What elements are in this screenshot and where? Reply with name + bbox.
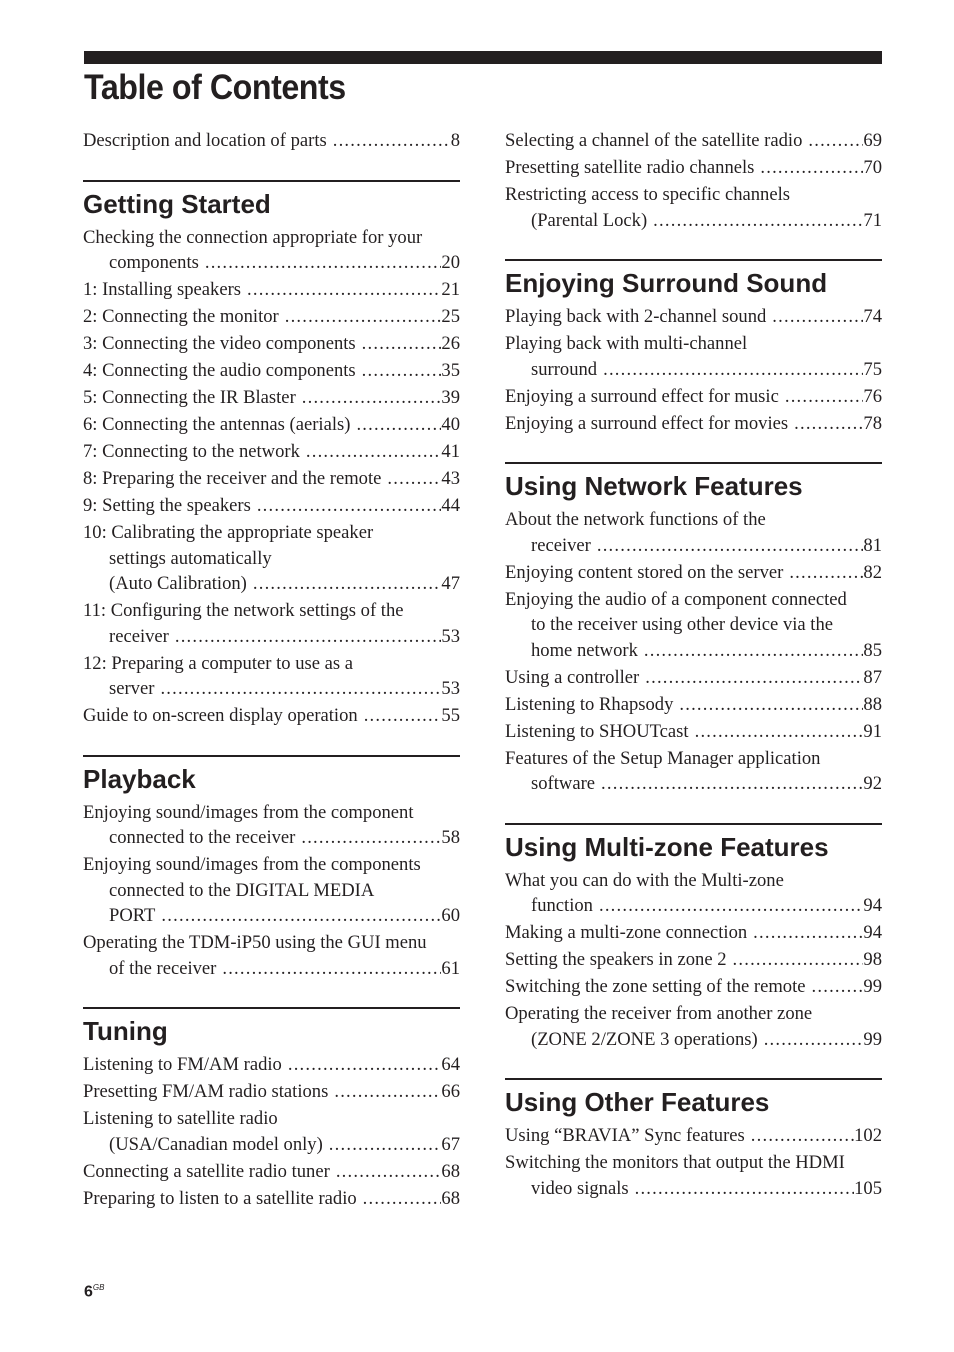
toc-entry-text: Guide to on-screen display operation <box>83 705 358 726</box>
toc-entry-line <box>505 771 882 797</box>
toc-entry-line <box>83 277 460 303</box>
toc-entry-text: 12: Preparing a computer to use as a <box>83 652 354 674</box>
toc-entry[interactable] <box>83 466 460 492</box>
toc-entry-line <box>505 128 882 154</box>
toc-page-number: 75 <box>863 358 882 380</box>
toc-entry[interactable] <box>505 974 882 1000</box>
dot-leader <box>296 385 442 411</box>
toc-page-number: 88 <box>863 693 882 715</box>
toc-entry[interactable] <box>505 947 882 973</box>
dot-leader <box>788 411 863 437</box>
dot-leader <box>802 128 863 154</box>
toc-entry[interactable] <box>83 703 460 729</box>
toc-entry[interactable] <box>505 719 882 745</box>
toc-entry-text: Using a controller <box>505 666 640 688</box>
toc-entry-line <box>505 1001 882 1027</box>
toc-entry-line <box>83 624 460 650</box>
toc-page-number: 105 <box>854 1177 882 1199</box>
dot-leader <box>327 128 451 154</box>
dot-leader <box>356 331 442 357</box>
toc-page-number: 58 <box>441 827 460 848</box>
dot-leader <box>689 719 864 745</box>
toc-entry-line <box>505 208 882 234</box>
toc-entry-text: receiver <box>109 625 169 647</box>
toc-entry-line <box>505 665 882 691</box>
toc-entry-text: Enjoying sound/images from the components <box>83 854 421 875</box>
title-rule <box>84 51 882 64</box>
section-rule <box>505 462 882 464</box>
toc-entry[interactable] <box>505 920 882 946</box>
toc-entry[interactable] <box>505 331 882 382</box>
toc-entry-text: 11: Configuring the network settings of the <box>83 600 404 621</box>
toc-entry-line <box>83 1186 460 1212</box>
toc-page-number: 39 <box>441 387 460 408</box>
toc-entry-text: 10: Calibrating the appropriate speaker <box>83 522 374 543</box>
toc-entry-text: Enjoying the audio of a component connected <box>505 588 847 610</box>
toc-entry-line <box>505 920 882 946</box>
toc-page-number: 99 <box>863 1028 882 1050</box>
page-suffix: GB <box>92 1283 105 1292</box>
toc-entry[interactable] <box>505 411 882 437</box>
toc-entry[interactable] <box>83 1159 460 1185</box>
toc-entry-line <box>505 411 882 437</box>
toc-entry-text: 3: Connecting the video components <box>83 333 356 354</box>
toc-column-right <box>505 128 882 1203</box>
toc-entry-line <box>83 358 460 384</box>
toc-entry-text: Listening to SHOUTcast <box>505 720 689 742</box>
toc-entry-line <box>83 1079 460 1105</box>
toc-entry-text: Enjoying a surround effect for movies <box>505 412 789 434</box>
toc-page-number: 87 <box>863 666 882 688</box>
toc-entry-text: to the receiver using other device via the <box>531 614 834 635</box>
toc-entry-line <box>83 598 460 624</box>
toc-entry-line <box>83 903 460 929</box>
toc-entry-text: settings automatically <box>109 547 272 569</box>
toc-entry-text: Selecting a channel of the satellite radio <box>505 130 803 151</box>
toc-page-number: 53 <box>441 625 460 647</box>
toc-entry-line <box>505 947 882 973</box>
dot-leader <box>639 665 863 691</box>
toc-entry-text: Listening to FM/AM radio <box>83 1054 282 1075</box>
toc-page-number: 61 <box>441 957 460 979</box>
toc-entry-text: PORT <box>109 905 156 926</box>
toc-entry-text: Description and location of parts <box>83 130 327 151</box>
toc-entry-text: server <box>109 678 155 699</box>
toc-section <box>83 755 460 982</box>
toc-page-number: 64 <box>441 1054 460 1075</box>
toc-entry-line <box>505 638 882 664</box>
toc-page-number: 53 <box>441 678 460 699</box>
dot-leader <box>358 703 442 729</box>
toc-section <box>505 259 882 436</box>
toc-entry[interactable] <box>83 277 460 303</box>
toc-entry-text: connected to the DIGITAL MEDIA <box>109 879 375 901</box>
toc-entry-line <box>83 930 460 956</box>
toc-entry-line <box>505 331 882 357</box>
toc-entry-text: 9: Setting the speakers <box>83 495 251 516</box>
toc-entry[interactable] <box>83 598 460 649</box>
dot-leader <box>356 358 442 384</box>
toc-entry-text: Checking the connection appropriate for your <box>83 226 423 248</box>
toc-continued-list <box>505 128 882 233</box>
toc-entry[interactable] <box>505 692 882 718</box>
toc-entry[interactable] <box>83 1186 460 1212</box>
dot-leader <box>593 893 863 919</box>
dot-leader <box>779 384 864 410</box>
page-footer <box>84 1283 104 1301</box>
toc-column-left <box>83 128 460 1213</box>
toc-page-number: 71 <box>863 209 882 231</box>
toc-page-number: 94 <box>863 895 882 916</box>
toc-section <box>505 823 882 1053</box>
dot-leader <box>783 560 863 586</box>
toc-entry[interactable] <box>505 1123 882 1149</box>
toc-entry-line <box>83 956 460 982</box>
toc-entry[interactable] <box>83 800 460 851</box>
toc-entry-text: What you can do with the Multi-zone <box>505 869 784 891</box>
toc-entry-text: 8: Preparing the receiver and the remote <box>83 468 382 489</box>
dot-leader <box>169 624 442 650</box>
toc-page-number: 92 <box>863 773 882 794</box>
toc-entry-line <box>83 546 460 572</box>
dot-leader <box>727 947 864 973</box>
toc-page-number: 76 <box>863 385 882 407</box>
toc-entry[interactable] <box>83 930 460 981</box>
toc-page-number: 47 <box>441 573 460 594</box>
dot-leader <box>758 1027 864 1053</box>
dot-leader <box>597 357 863 383</box>
dot-leader <box>154 676 441 702</box>
toc-page-number: 40 <box>441 414 460 435</box>
toc-entry-line <box>505 182 882 208</box>
toc-entry[interactable] <box>505 304 882 330</box>
toc-entry-text: Enjoying content stored on the server <box>505 561 784 583</box>
dot-leader <box>629 1176 855 1202</box>
toc-entry-text: Features of the Setup Manager application <box>505 747 821 769</box>
toc-entry-line <box>505 893 882 919</box>
toc-entry-line <box>83 466 460 492</box>
toc-page-number: 41 <box>441 441 460 462</box>
toc-entry[interactable] <box>505 384 882 410</box>
toc-entry-text: Enjoying sound/images from the component <box>83 801 414 823</box>
toc-entry-line <box>83 385 460 411</box>
dot-leader <box>279 304 442 330</box>
toc-page-number: 43 <box>441 468 460 489</box>
toc-entry-text: 6: Connecting the antennas (aerials) <box>83 414 351 435</box>
toc-entry-line <box>505 692 882 718</box>
toc-entry-line <box>83 1132 460 1158</box>
toc-entry-text: Making a multi-zone connection <box>505 922 748 943</box>
toc-entry[interactable] <box>83 520 460 597</box>
page-title: Table of Contents <box>84 68 346 107</box>
section-title: Enjoying Surround Sound <box>505 268 828 298</box>
toc-entry-text: software <box>531 773 596 794</box>
section-rule <box>83 1007 460 1009</box>
toc-entry-line <box>505 533 882 559</box>
toc-page-number: 69 <box>863 130 882 151</box>
toc-entry[interactable] <box>83 439 460 465</box>
toc-section <box>83 1007 460 1211</box>
toc-entry-text: video signals <box>531 1177 629 1199</box>
toc-entry-text: (Parental Lock) <box>531 209 648 231</box>
dot-leader <box>595 771 863 797</box>
toc-entry-line <box>83 852 460 878</box>
dot-leader <box>747 920 863 946</box>
toc-entry-line <box>83 571 460 597</box>
toc-entry-text: Switching the zone setting of the remote <box>505 976 806 997</box>
dot-leader <box>247 571 442 597</box>
section-rule <box>505 823 882 825</box>
toc-entry[interactable] <box>505 128 882 154</box>
toc-entry-line <box>83 676 460 702</box>
toc-entry[interactable] <box>505 665 882 691</box>
toc-entry[interactable] <box>505 560 882 586</box>
toc-entry-text: surround <box>531 358 598 380</box>
toc-page-number: 91 <box>863 720 882 742</box>
section-title: Tuning <box>83 1016 168 1046</box>
toc-entry-text: connected to the receiver <box>109 827 296 848</box>
toc-entry-line <box>505 1176 882 1202</box>
toc-entry[interactable] <box>83 1106 460 1157</box>
toc-entry-line <box>505 384 882 410</box>
section-rule <box>505 1078 882 1080</box>
toc-page-number: 68 <box>441 1187 460 1209</box>
toc-page-number: 55 <box>441 705 460 726</box>
toc-entry[interactable] <box>505 1001 882 1052</box>
toc-entry-line <box>505 974 882 1000</box>
toc-entry-text: components <box>109 252 199 273</box>
toc-entry-line <box>505 507 882 533</box>
toc-page-number: 99 <box>863 976 882 997</box>
toc-entry[interactable] <box>505 182 882 233</box>
toc-entry[interactable] <box>83 651 460 702</box>
toc-entry-line <box>505 560 882 586</box>
toc-page-number: 35 <box>441 360 460 381</box>
toc-entry-text: Switching the monitors that output the HDMI <box>505 1152 845 1173</box>
toc-entry[interactable] <box>83 493 460 519</box>
toc-entry-line <box>83 128 460 154</box>
toc-entry-text: (Auto Calibration) <box>109 573 247 594</box>
toc-entry-line <box>505 746 882 772</box>
section-title: Getting Started <box>83 188 271 219</box>
toc-entry-line <box>83 1159 460 1185</box>
toc-entry-text: 5: Connecting the IR Blaster <box>83 387 296 408</box>
toc-entry[interactable] <box>83 1052 460 1078</box>
toc-entry-line <box>505 357 882 383</box>
toc-section <box>83 180 460 729</box>
section-title: Using Other Features <box>505 1087 770 1117</box>
dot-leader <box>155 903 441 929</box>
toc-entry[interactable] <box>83 1079 460 1105</box>
toc-page-number: 74 <box>863 306 882 327</box>
dot-leader <box>638 638 864 664</box>
toc-page-number: 21 <box>441 279 460 300</box>
section-title: Playback <box>83 763 196 794</box>
page-number: 6 <box>84 1283 93 1301</box>
toc-entry-text: 7: Connecting to the network <box>83 441 300 462</box>
dot-leader <box>766 304 863 330</box>
toc-page-number: 81 <box>863 534 882 556</box>
section-rule <box>505 259 882 261</box>
toc-entry-line <box>83 878 460 904</box>
toc-page-number: 98 <box>863 949 882 970</box>
toc-page-number: 102 <box>854 1125 882 1146</box>
toc-entry-text: Presetting FM/AM radio stations <box>83 1081 329 1102</box>
toc-entry[interactable] <box>505 507 882 558</box>
toc-page-number: 44 <box>441 495 460 516</box>
toc-entry-text: Presetting satellite radio channels <box>505 157 755 178</box>
dot-leader <box>381 466 441 492</box>
toc-entry[interactable] <box>83 412 460 438</box>
toc-entry-line <box>83 703 460 729</box>
dot-leader <box>591 533 864 559</box>
toc-entry[interactable] <box>505 868 882 919</box>
toc-entry-line <box>83 412 460 438</box>
toc-entry-line <box>83 493 460 519</box>
toc-entry-text: Operating the receiver from another zone <box>505 1003 813 1024</box>
toc-sections-left <box>83 180 460 1212</box>
toc-intro-list <box>83 128 460 154</box>
toc-entry-text: Connecting a satellite radio tuner <box>83 1160 330 1182</box>
dot-leader <box>647 208 863 234</box>
toc-entry-text: of the receiver <box>109 957 217 979</box>
toc-entry[interactable] <box>83 385 460 411</box>
toc-entry[interactable] <box>83 852 460 929</box>
dot-leader <box>282 1052 442 1078</box>
toc-entry[interactable] <box>83 358 460 384</box>
toc-entry-line <box>505 587 882 613</box>
toc-sections-right <box>505 259 882 1201</box>
toc-section <box>505 462 882 797</box>
toc-entry-text: Playing back with multi-channel <box>505 333 748 354</box>
section-rule <box>83 180 460 182</box>
toc-entry-line <box>83 651 460 677</box>
toc-entry-text: Restricting access to specific channels <box>505 184 790 205</box>
dot-leader <box>328 1079 441 1105</box>
dot-leader <box>216 956 441 982</box>
toc-page-number: 70 <box>863 157 882 178</box>
toc-entry-line <box>505 868 882 894</box>
toc-entry-text: (ZONE 2/ZONE 3 operations) <box>531 1028 758 1050</box>
toc-entry-text: (USA/Canadian model only) <box>109 1133 323 1155</box>
toc-entry-line <box>83 304 460 330</box>
toc-entry-text: Listening to satellite radio <box>83 1108 278 1129</box>
toc-entry-text: About the network functions of the <box>505 509 766 530</box>
toc-page-number: 68 <box>441 1160 460 1182</box>
toc-entry-line <box>83 825 460 851</box>
toc-page-number: 78 <box>863 412 882 434</box>
dot-leader <box>323 1132 442 1158</box>
toc-entry-text: Setting the speakers in zone 2 <box>505 949 727 970</box>
toc-entry[interactable] <box>505 155 882 181</box>
toc-entry-text: 2: Connecting the monitor <box>83 306 279 327</box>
toc-entry-text: Enjoying a surround effect for music <box>505 385 779 407</box>
toc-entry[interactable] <box>505 1150 882 1201</box>
toc-entry-line <box>505 304 882 330</box>
toc-section <box>505 1078 882 1201</box>
toc-entry[interactable] <box>505 746 882 797</box>
toc-page-number: 8 <box>450 130 460 151</box>
toc-page-number: 66 <box>441 1081 460 1102</box>
dot-leader <box>295 825 441 851</box>
toc-entry-line <box>505 719 882 745</box>
toc-entry-text: Using “BRAVIA” Sync features <box>505 1125 745 1146</box>
toc-entry-line <box>505 1027 882 1053</box>
dot-leader <box>300 439 442 465</box>
dot-leader <box>745 1123 854 1149</box>
dot-leader <box>241 277 441 303</box>
toc-entry-text: function <box>531 895 593 916</box>
toc-page-number: 67 <box>441 1133 460 1155</box>
dot-leader <box>251 493 442 519</box>
toc-entry[interactable] <box>83 304 460 330</box>
toc-page-number: 26 <box>441 333 460 354</box>
section-title: Using Multi-zone Features <box>505 831 829 862</box>
dot-leader <box>754 155 863 181</box>
toc-entry-line <box>505 1123 882 1149</box>
toc-page-number: 82 <box>863 561 882 583</box>
toc-page-number: 25 <box>441 306 460 327</box>
dot-leader <box>350 412 441 438</box>
toc-entry-text: Preparing to listen to a satellite radio <box>83 1187 357 1209</box>
toc-entry[interactable] <box>83 331 460 357</box>
toc-entry-text: Operating the TDM-iP50 using the GUI menu <box>83 932 427 953</box>
dot-leader <box>357 1186 442 1212</box>
toc-entry[interactable] <box>505 587 882 664</box>
toc-entry-text: home network <box>531 639 638 661</box>
toc-page-number: 60 <box>441 905 460 926</box>
toc-entry-line <box>83 250 460 276</box>
section-title: Using Network Features <box>505 471 803 501</box>
toc-entry-line <box>83 800 460 826</box>
dot-leader <box>330 1159 442 1185</box>
toc-entry-line <box>83 1106 460 1132</box>
toc-entry-line <box>83 331 460 357</box>
toc-page-number: 20 <box>441 252 460 273</box>
toc-entry-text: receiver <box>531 534 591 556</box>
toc-entry-line <box>83 520 460 546</box>
toc-entry[interactable] <box>83 225 460 276</box>
toc-entry-text: Playing back with 2-channel sound <box>505 306 767 327</box>
toc-entry-line <box>505 155 882 181</box>
toc-entry-line <box>83 225 460 251</box>
toc-entry-text: 4: Connecting the audio components <box>83 360 356 381</box>
toc-entry-line <box>505 1150 882 1176</box>
toc-entry-text: 1: Installing speakers <box>83 279 242 300</box>
dot-leader <box>199 250 442 276</box>
toc-entry-text: Listening to Rhapsody <box>505 693 674 715</box>
toc-entry[interactable] <box>83 128 460 154</box>
dot-leader <box>673 692 863 718</box>
toc-entry-line <box>505 612 882 638</box>
toc-entry-line <box>83 1052 460 1078</box>
dot-leader <box>806 974 864 1000</box>
section-rule <box>83 755 460 757</box>
toc-page-number: 94 <box>863 922 882 943</box>
toc-entry-line <box>83 439 460 465</box>
toc-page-number: 85 <box>863 639 882 661</box>
